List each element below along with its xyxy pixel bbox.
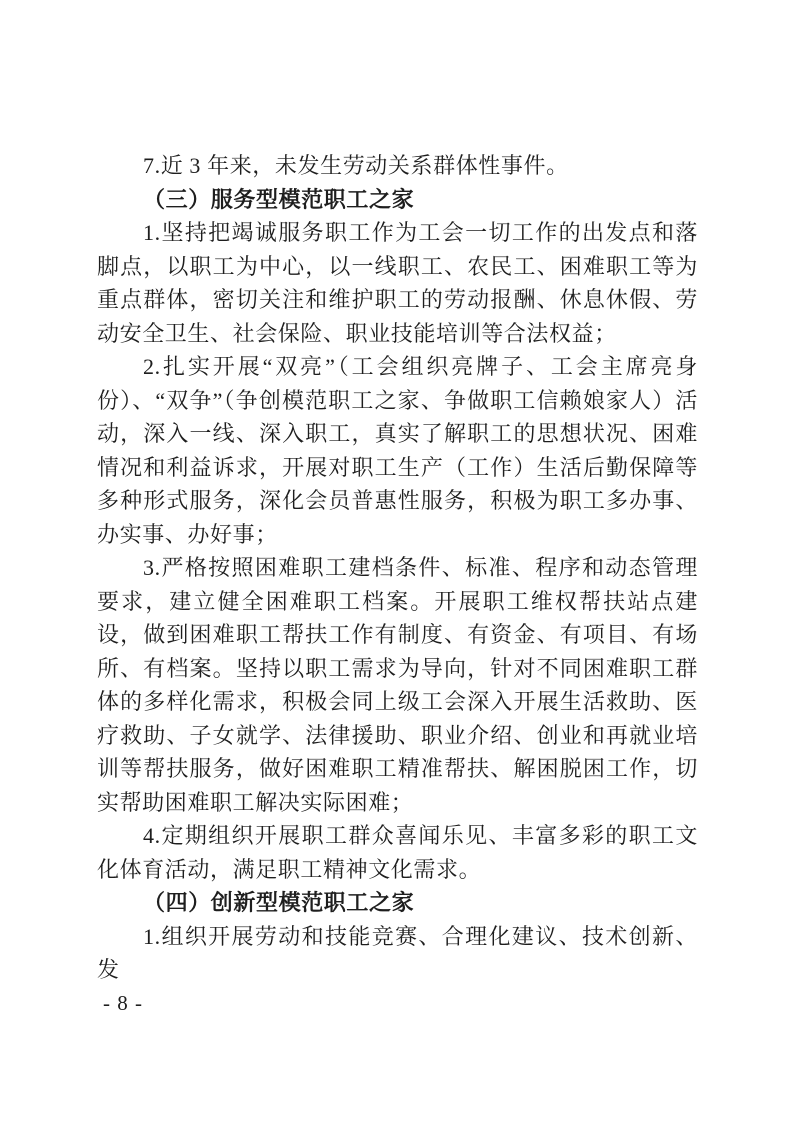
paragraph-item-3-difficult-workers-archives: 3.严格按照困难职工建档条件、标准、程序和动态管理要求，建立健全困难职工档案。开展职工维权帮扶站点建设，做到困难职工帮扶工作有制度、有资金、有项目、有场所、有档案。坚持以职工需求为导向，针对不同困难职工群体的多样化需求，积极会同上级工会深入开展生活救助、医疗救助、子女就学、法律援助、职业介绍、创业和再就业培训等帮扶服务，做好困难职工精准帮扶、解困脱困工作，切实帮助困难职工解决实际困难； — [97, 555, 698, 815]
paragraph-item-1-labor-skill-competitions: 1.组织开展劳动和技能竞赛、合理化建议、技术创新、发 — [97, 923, 698, 982]
section-heading-three-service-model-home: （三）服务型模范职工之家 — [143, 186, 415, 212]
paragraph-item-1-serve-workers: 1.坚持把竭诚服务职工作为工会一切工作的出发点和落脚点，以职工为中心，以一线职工、农民工、困难职工等为重点群体，密切关注和维护职工的劳动报酬、休息休假、劳动安全卫生、社会保险、职业技能培训等合法权益； — [97, 220, 698, 346]
paragraph-item-4-cultural-sports-activities: 4.定期组织开展职工群众喜闻乐见、丰富多彩的职工文化体育活动，满足职工精神文化需求。 — [97, 823, 698, 882]
document-body — [97, 149, 698, 987]
section-heading-four-innovation-model-home: （四）创新型模范职工之家 — [143, 890, 415, 915]
paragraph-item-7-labor-relations: 7.近 3 年来，未发生劳动关系群体性事件。 — [143, 153, 569, 178]
page-number: - 8 - — [103, 991, 143, 1015]
paragraph-item-2-shuangliang-shuangzheng: 2.扎实开展“双亮”（工会组织亮牌子、工会主席亮身份）、“双争”（争创模范职工之家、争做职工信赖娘家人）活动，深入一线、深入职工，真实了解职工的思想状况、困难情况和利益诉求，开展对职工生产（工作）生活后勤保障等多种形式服务，深化会员普惠性服务，积极为职工多办事、办实事、办好事； — [97, 354, 698, 547]
